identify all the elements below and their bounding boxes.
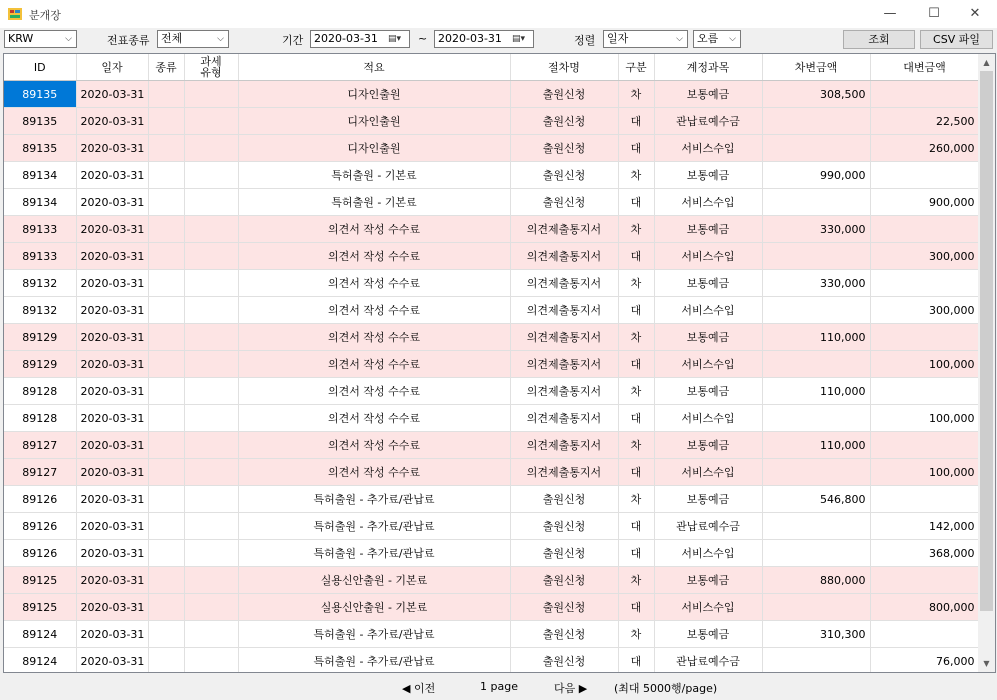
date-to-value: 2020-03-31 [438, 32, 502, 45]
table-row[interactable] [4, 567, 979, 594]
cell-credit[interactable]: 900,000 [870, 189, 979, 216]
cell-kind[interactable] [148, 297, 184, 324]
cell-id[interactable]: 89128 [4, 378, 76, 405]
cell-kind[interactable] [148, 594, 184, 621]
cell-date[interactable]: 2020-03-31 [76, 378, 148, 405]
cell-memo[interactable]: 디자인출원 [238, 135, 510, 162]
cell-id[interactable]: 89135 [4, 108, 76, 135]
cell-kind[interactable] [148, 216, 184, 243]
filter-toolbar [0, 28, 997, 52]
table-row[interactable] [4, 243, 979, 270]
cell-account[interactable]: 서비스수입 [654, 405, 762, 432]
currency-select[interactable] [4, 30, 77, 48]
cell-proc[interactable]: 출원신청 [510, 540, 618, 567]
cell-tax[interactable] [184, 432, 238, 459]
cell-id[interactable]: 89134 [4, 189, 76, 216]
cell-debit[interactable] [762, 297, 870, 324]
cell-side[interactable]: 대 [618, 135, 654, 162]
cell-memo[interactable]: 의견서 작성 수수료 [238, 405, 510, 432]
cell-debit[interactable]: 110,000 [762, 432, 870, 459]
cell-account[interactable]: 보통예금 [654, 432, 762, 459]
cell-id[interactable]: 89133 [4, 216, 76, 243]
cell-date[interactable]: 2020-03-31 [76, 297, 148, 324]
cell-kind[interactable] [148, 621, 184, 648]
cell-side[interactable]: 대 [618, 243, 654, 270]
table-row[interactable] [4, 162, 979, 189]
sort-order-value: 오름 [697, 32, 719, 45]
cell-debit[interactable] [762, 135, 870, 162]
cell-kind[interactable] [148, 378, 184, 405]
cell-credit[interactable] [870, 81, 979, 108]
cell-account[interactable]: 보통예금 [654, 621, 762, 648]
cell-date[interactable]: 2020-03-31 [76, 162, 148, 189]
column-header[interactable]: 구분 [618, 54, 654, 81]
cell-memo[interactable]: 디자인출원 [238, 81, 510, 108]
cell-kind[interactable] [148, 567, 184, 594]
cell-account[interactable]: 서비스수입 [654, 243, 762, 270]
cell-debit[interactable]: 880,000 [762, 567, 870, 594]
table-row[interactable] [4, 324, 979, 351]
cell-side[interactable]: 대 [618, 648, 654, 674]
column-header[interactable]: 계정과목 [654, 54, 762, 81]
cell-tax[interactable] [184, 351, 238, 378]
cell-proc[interactable]: 의견제출통지서 [510, 324, 618, 351]
cell-date[interactable]: 2020-03-31 [76, 513, 148, 540]
cell-kind[interactable] [148, 243, 184, 270]
cell-credit[interactable] [870, 324, 979, 351]
column-header[interactable]: 절차명 [510, 54, 618, 81]
cell-side[interactable]: 대 [618, 405, 654, 432]
cell-debit[interactable] [762, 351, 870, 378]
cell-credit[interactable]: 100,000 [870, 459, 979, 486]
cell-date[interactable]: 2020-03-31 [76, 432, 148, 459]
table-row[interactable] [4, 297, 979, 324]
cell-id[interactable]: 89135 [4, 135, 76, 162]
cell-id[interactable]: 89126 [4, 513, 76, 540]
table-row[interactable] [4, 459, 979, 486]
window-title: 분개장 [29, 9, 61, 22]
cell-kind[interactable] [148, 135, 184, 162]
cell-account[interactable]: 보통예금 [654, 324, 762, 351]
cell-date[interactable]: 2020-03-31 [76, 216, 148, 243]
cell-memo[interactable]: 의견서 작성 수수료 [238, 324, 510, 351]
cell-account[interactable]: 서비스수입 [654, 459, 762, 486]
cell-side[interactable]: 차 [618, 432, 654, 459]
cell-id[interactable]: 89125 [4, 594, 76, 621]
cell-id[interactable]: 89126 [4, 540, 76, 567]
period-label: 기간 [282, 34, 304, 47]
cell-debit[interactable] [762, 108, 870, 135]
table-row[interactable] [4, 405, 979, 432]
cell-account[interactable]: 서비스수입 [654, 297, 762, 324]
cell-tax[interactable] [184, 378, 238, 405]
cell-memo[interactable]: 의견서 작성 수수료 [238, 243, 510, 270]
cell-tax[interactable] [184, 162, 238, 189]
cell-side[interactable]: 대 [618, 108, 654, 135]
cell-memo[interactable]: 디자인출원 [238, 108, 510, 135]
cell-kind[interactable] [148, 540, 184, 567]
cell-debit[interactable] [762, 405, 870, 432]
chevron-down-icon: ⌵ [217, 34, 224, 44]
cell-kind[interactable] [148, 459, 184, 486]
cell-debit[interactable]: 110,000 [762, 378, 870, 405]
cell-account[interactable]: 보통예금 [654, 378, 762, 405]
cell-proc[interactable]: 의견제출통지서 [510, 270, 618, 297]
search-button[interactable]: 조회 [843, 30, 915, 49]
cell-credit[interactable] [870, 162, 979, 189]
cell-proc[interactable]: 출원신청 [510, 108, 618, 135]
cell-memo[interactable]: 특허출원 - 추가료/관납료 [238, 540, 510, 567]
cell-tax[interactable] [184, 459, 238, 486]
table-row[interactable] [4, 486, 979, 513]
cell-kind[interactable] [148, 162, 184, 189]
cell-side[interactable]: 차 [618, 486, 654, 513]
chevron-down-icon: ⌵ [729, 34, 736, 44]
column-header[interactable]: 적요 [238, 54, 510, 81]
cell-date[interactable]: 2020-03-31 [76, 486, 148, 513]
table-row[interactable] [4, 378, 979, 405]
table-row[interactable] [4, 594, 979, 621]
cell-credit[interactable] [870, 216, 979, 243]
cell-side[interactable]: 차 [618, 162, 654, 189]
cell-memo[interactable]: 실용신안출원 - 기본료 [238, 567, 510, 594]
prev-page-button[interactable]: ◀ 이전 [402, 682, 436, 695]
cell-memo[interactable]: 의견서 작성 수수료 [238, 270, 510, 297]
cell-account[interactable]: 서비스수입 [654, 540, 762, 567]
cell-proc[interactable]: 의견제출통지서 [510, 459, 618, 486]
cell-id[interactable]: 89127 [4, 432, 76, 459]
next-page-button[interactable]: 다음 ▶ [554, 682, 588, 695]
column-header[interactable]: 차변금액 [762, 54, 870, 81]
cell-account[interactable]: 보통예금 [654, 486, 762, 513]
cell-memo[interactable]: 특허출원 - 추가료/관납료 [238, 486, 510, 513]
cell-kind[interactable] [148, 486, 184, 513]
app-icon [8, 8, 22, 20]
cell-date[interactable]: 2020-03-31 [76, 567, 148, 594]
cell-debit[interactable]: 330,000 [762, 270, 870, 297]
sort-field-value: 일자 [607, 32, 629, 45]
cell-date[interactable]: 2020-03-31 [76, 594, 148, 621]
cell-memo[interactable]: 특허출원 - 추가료/관납료 [238, 621, 510, 648]
cell-date[interactable]: 2020-03-31 [76, 405, 148, 432]
cell-kind[interactable] [148, 432, 184, 459]
minimize-button[interactable]: — [883, 6, 897, 21]
date-from-value: 2020-03-31 [314, 32, 378, 45]
cell-memo[interactable]: 의견서 작성 수수료 [238, 216, 510, 243]
cell-id[interactable]: 89134 [4, 162, 76, 189]
cell-credit[interactable]: 22,500 [870, 108, 979, 135]
cell-memo[interactable]: 의견서 작성 수수료 [238, 459, 510, 486]
cell-proc[interactable]: 출원신청 [510, 621, 618, 648]
scroll-thumb[interactable] [980, 71, 993, 611]
cell-id[interactable]: 89135 [4, 81, 76, 108]
cell-id[interactable]: 89129 [4, 324, 76, 351]
maximize-button[interactable]: ☐ [928, 6, 940, 21]
cell-side[interactable]: 차 [618, 621, 654, 648]
date-from-picker[interactable] [310, 30, 410, 48]
sort-order-select[interactable] [693, 30, 741, 48]
cell-tax[interactable] [184, 405, 238, 432]
pagination-bar [0, 674, 997, 700]
cell-date[interactable]: 2020-03-31 [76, 135, 148, 162]
cell-credit[interactable]: 76,000 [870, 648, 979, 674]
voucher-type-value: 전체 [161, 32, 183, 45]
column-header[interactable]: 종류 [148, 54, 184, 81]
cell-tax[interactable] [184, 540, 238, 567]
chevron-down-icon: ⌵ [65, 34, 72, 44]
cell-side[interactable]: 차 [618, 567, 654, 594]
cell-credit[interactable] [870, 567, 979, 594]
cell-memo[interactable]: 의견서 작성 수수료 [238, 297, 510, 324]
cell-credit[interactable]: 300,000 [870, 243, 979, 270]
cell-credit[interactable] [870, 378, 979, 405]
cell-date[interactable]: 2020-03-31 [76, 243, 148, 270]
title-bar [0, 0, 997, 28]
csv-export-button[interactable]: CSV 파일 [920, 30, 993, 49]
cell-kind[interactable] [148, 189, 184, 216]
cell-kind[interactable] [148, 324, 184, 351]
cell-proc[interactable]: 출원신청 [510, 567, 618, 594]
cell-credit[interactable]: 260,000 [870, 135, 979, 162]
cell-side[interactable]: 대 [618, 351, 654, 378]
column-header[interactable]: 일자 [76, 54, 148, 81]
vertical-scrollbar[interactable] [978, 54, 995, 672]
cell-side[interactable]: 대 [618, 459, 654, 486]
table-row[interactable] [4, 351, 979, 378]
cell-tax[interactable] [184, 108, 238, 135]
cell-tax[interactable] [184, 135, 238, 162]
page-indicator: 1 page [480, 680, 518, 693]
cell-proc[interactable]: 의견제출통지서 [510, 243, 618, 270]
scroll-up-icon[interactable]: ▲ [983, 58, 990, 67]
journal-grid[interactable] [3, 53, 996, 673]
cell-account[interactable]: 관납료예수금 [654, 648, 762, 674]
cell-proc[interactable]: 출원신청 [510, 162, 618, 189]
cell-id[interactable]: 89124 [4, 621, 76, 648]
max-rows-note: (최대 5000행/page) [614, 682, 718, 695]
cell-debit[interactable]: 546,800 [762, 486, 870, 513]
cell-side[interactable]: 차 [618, 81, 654, 108]
cell-debit[interactable]: 310,300 [762, 621, 870, 648]
cell-credit[interactable]: 800,000 [870, 594, 979, 621]
cell-proc[interactable]: 출원신청 [510, 486, 618, 513]
cell-tax[interactable] [184, 594, 238, 621]
cell-tax[interactable] [184, 297, 238, 324]
journal-table [4, 54, 980, 673]
cell-account[interactable]: 관납료예수금 [654, 108, 762, 135]
cell-credit[interactable]: 100,000 [870, 351, 979, 378]
cell-tax[interactable] [184, 189, 238, 216]
cell-kind[interactable] [148, 648, 184, 674]
cell-tax[interactable] [184, 486, 238, 513]
cell-side[interactable]: 대 [618, 594, 654, 621]
cell-proc[interactable]: 의견제출통지서 [510, 216, 618, 243]
cell-id[interactable]: 89126 [4, 486, 76, 513]
cell-id[interactable]: 89124 [4, 648, 76, 674]
cell-date[interactable]: 2020-03-31 [76, 81, 148, 108]
voucher-type-select[interactable] [157, 30, 229, 48]
cell-credit[interactable]: 300,000 [870, 297, 979, 324]
cell-memo[interactable]: 의견서 작성 수수료 [238, 351, 510, 378]
cell-date[interactable]: 2020-03-31 [76, 108, 148, 135]
cell-account[interactable]: 보통예금 [654, 162, 762, 189]
cell-date[interactable]: 2020-03-31 [76, 189, 148, 216]
cell-id[interactable]: 89129 [4, 351, 76, 378]
column-header[interactable]: 대변금액 [870, 54, 979, 81]
table-row[interactable] [4, 189, 979, 216]
cell-proc[interactable]: 출원신청 [510, 81, 618, 108]
table-row[interactable] [4, 648, 979, 674]
cell-tax[interactable] [184, 621, 238, 648]
table-row[interactable] [4, 135, 979, 162]
cell-account[interactable]: 서비스수입 [654, 135, 762, 162]
cell-proc[interactable]: 출원신청 [510, 513, 618, 540]
cell-credit[interactable]: 100,000 [870, 405, 979, 432]
cell-memo[interactable]: 의견서 작성 수수료 [238, 432, 510, 459]
cell-side[interactable]: 차 [618, 270, 654, 297]
sort-field-select[interactable] [603, 30, 688, 48]
cell-side[interactable]: 차 [618, 324, 654, 351]
cell-debit[interactable] [762, 594, 870, 621]
cell-proc[interactable]: 출원신청 [510, 189, 618, 216]
cell-date[interactable]: 2020-03-31 [76, 324, 148, 351]
cell-tax[interactable] [184, 81, 238, 108]
table-row[interactable] [4, 432, 979, 459]
cell-side[interactable]: 대 [618, 540, 654, 567]
cell-tax[interactable] [184, 216, 238, 243]
cell-debit[interactable] [762, 513, 870, 540]
date-range-separator: ~ [418, 32, 428, 45]
column-header[interactable]: 과세 유형 [184, 54, 238, 81]
cell-date[interactable]: 2020-03-31 [76, 540, 148, 567]
cell-date[interactable]: 2020-03-31 [76, 621, 148, 648]
cell-account[interactable]: 보통예금 [654, 81, 762, 108]
cell-memo[interactable]: 특허출원 - 기본료 [238, 162, 510, 189]
cell-id[interactable]: 89125 [4, 567, 76, 594]
cell-id[interactable]: 89132 [4, 297, 76, 324]
table-row[interactable] [4, 513, 979, 540]
cell-id[interactable]: 89133 [4, 243, 76, 270]
cell-id[interactable]: 89132 [4, 270, 76, 297]
calendar-icon[interactable]: ▤▾ [387, 34, 402, 44]
cell-credit[interactable] [870, 270, 979, 297]
cell-debit[interactable]: 330,000 [762, 216, 870, 243]
cell-id[interactable]: 89128 [4, 405, 76, 432]
sort-label: 정렬 [574, 34, 596, 47]
cell-debit[interactable]: 308,500 [762, 81, 870, 108]
table-body [4, 81, 979, 674]
cell-account[interactable]: 보통예금 [654, 270, 762, 297]
cell-proc[interactable]: 의견제출통지서 [510, 297, 618, 324]
cell-kind[interactable] [148, 513, 184, 540]
cell-side[interactable]: 대 [618, 297, 654, 324]
currency-value: KRW [8, 32, 34, 45]
cell-tax[interactable] [184, 243, 238, 270]
cell-proc[interactable]: 출원신청 [510, 594, 618, 621]
cell-date[interactable]: 2020-03-31 [76, 648, 148, 674]
cell-kind[interactable] [148, 81, 184, 108]
cell-memo[interactable]: 특허출원 - 기본료 [238, 189, 510, 216]
cell-kind[interactable] [148, 270, 184, 297]
cell-memo[interactable]: 특허출원 - 추가료/관납료 [238, 513, 510, 540]
cell-proc[interactable]: 의견제출통지서 [510, 378, 618, 405]
cell-memo[interactable]: 특허출원 - 추가료/관납료 [238, 648, 510, 674]
table-row[interactable] [4, 108, 979, 135]
close-button[interactable]: ✕ [969, 6, 981, 21]
table-header-row [4, 54, 979, 81]
cell-credit[interactable] [870, 486, 979, 513]
cell-debit[interactable] [762, 243, 870, 270]
cell-debit[interactable]: 110,000 [762, 324, 870, 351]
cell-debit[interactable] [762, 189, 870, 216]
cell-tax[interactable] [184, 270, 238, 297]
cell-proc[interactable]: 의견제출통지서 [510, 432, 618, 459]
cell-debit[interactable]: 990,000 [762, 162, 870, 189]
table-row[interactable] [4, 621, 979, 648]
cell-debit[interactable] [762, 540, 870, 567]
cell-tax[interactable] [184, 567, 238, 594]
table-row[interactable] [4, 270, 979, 297]
cell-account[interactable]: 서비스수입 [654, 351, 762, 378]
column-header[interactable]: ID [4, 54, 76, 81]
cell-id[interactable]: 89127 [4, 459, 76, 486]
cell-account[interactable]: 보통예금 [654, 567, 762, 594]
cell-side[interactable]: 차 [618, 378, 654, 405]
cell-side[interactable]: 대 [618, 189, 654, 216]
scroll-down-icon[interactable]: ▼ [983, 659, 990, 668]
cell-proc[interactable]: 출원신청 [510, 648, 618, 674]
table-row[interactable] [4, 216, 979, 243]
cell-credit[interactable]: 142,000 [870, 513, 979, 540]
cell-kind[interactable] [148, 405, 184, 432]
cell-memo[interactable]: 실용신안출원 - 기본료 [238, 594, 510, 621]
cell-tax[interactable] [184, 648, 238, 674]
calendar-icon[interactable]: ▤▾ [511, 34, 526, 44]
cell-side[interactable]: 차 [618, 216, 654, 243]
cell-account[interactable]: 보통예금 [654, 216, 762, 243]
chevron-down-icon: ⌵ [676, 34, 683, 44]
cell-memo[interactable]: 의견서 작성 수수료 [238, 378, 510, 405]
cell-account[interactable]: 관납료예수금 [654, 513, 762, 540]
table-row[interactable] [4, 81, 979, 108]
cell-tax[interactable] [184, 324, 238, 351]
cell-kind[interactable] [148, 351, 184, 378]
cell-credit[interactable]: 368,000 [870, 540, 979, 567]
table-row[interactable] [4, 540, 979, 567]
cell-account[interactable]: 서비스수입 [654, 189, 762, 216]
cell-date[interactable]: 2020-03-31 [76, 351, 148, 378]
cell-debit[interactable] [762, 459, 870, 486]
cell-kind[interactable] [148, 108, 184, 135]
cell-proc[interactable]: 출원신청 [510, 135, 618, 162]
cell-account[interactable]: 서비스수입 [654, 594, 762, 621]
date-to-picker[interactable] [434, 30, 534, 48]
cell-proc[interactable]: 의견제출통지서 [510, 405, 618, 432]
cell-proc[interactable]: 의견제출통지서 [510, 351, 618, 378]
cell-date[interactable]: 2020-03-31 [76, 459, 148, 486]
cell-side[interactable]: 대 [618, 513, 654, 540]
voucher-type-label: 전표종류 [107, 34, 150, 47]
cell-tax[interactable] [184, 513, 238, 540]
cell-date[interactable]: 2020-03-31 [76, 270, 148, 297]
cell-debit[interactable] [762, 648, 870, 674]
cell-credit[interactable] [870, 621, 979, 648]
cell-credit[interactable] [870, 432, 979, 459]
